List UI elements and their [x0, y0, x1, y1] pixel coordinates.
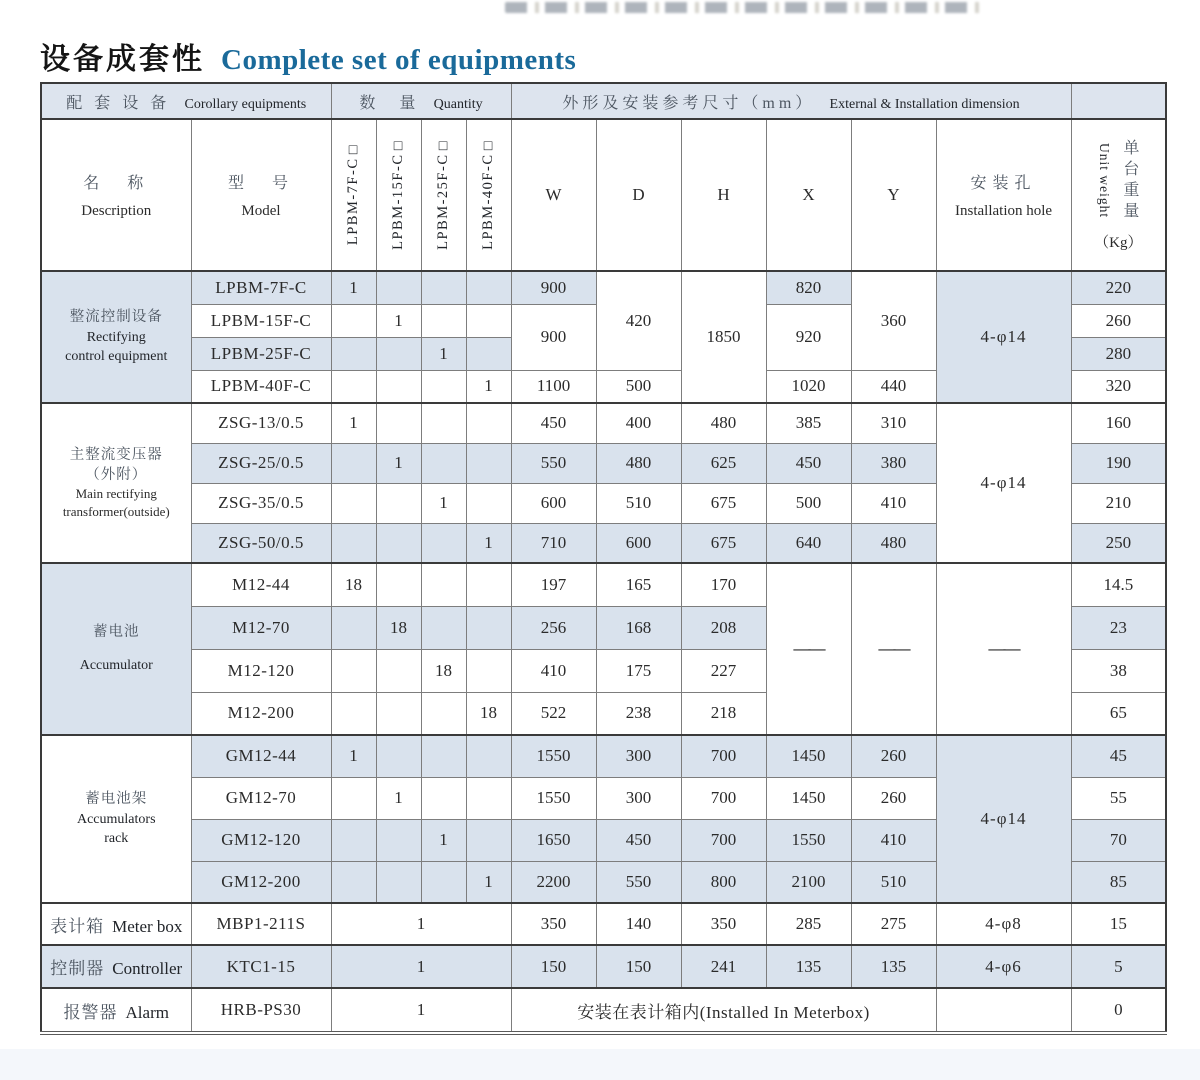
- qty-cell: 1: [331, 271, 376, 304]
- band-dimension: [511, 83, 1071, 119]
- dim-h-cell: 675: [681, 483, 766, 523]
- dim-w-cell: 900: [511, 304, 596, 370]
- weight-cell: 220: [1071, 271, 1166, 304]
- dim-x-cell: 385: [766, 403, 851, 443]
- header-unit-weight: [1071, 119, 1166, 271]
- dim-w-cell: 350: [511, 903, 596, 945]
- dim-y-cell: 275: [851, 903, 936, 945]
- qty-cell: [421, 403, 466, 443]
- dim-h-cell: 625: [681, 443, 766, 483]
- table-row: [41, 563, 1166, 606]
- weight-cell: 55: [1071, 777, 1166, 819]
- qty-cell: 18: [376, 606, 421, 649]
- dim-d-cell: 510: [596, 483, 681, 523]
- model-cell: GM12-44: [191, 735, 331, 777]
- page-title-zh: 设备成套性: [40, 43, 205, 76]
- dim-d-cell: 300: [596, 735, 681, 777]
- qty-cell: [376, 861, 421, 903]
- group-label-en: Accumulator: [79, 658, 153, 674]
- dim-d-cell: 140: [596, 903, 681, 945]
- dim-w-cell: 1100: [511, 370, 596, 403]
- qty-cell: [331, 337, 376, 370]
- header-qty-model: [466, 119, 511, 271]
- section-title: [40, 34, 576, 78]
- dim-w-cell: 150: [511, 945, 596, 988]
- group-label-zh: 主整流变压器: [69, 446, 163, 463]
- weight-cell: 320: [1071, 370, 1166, 403]
- qty-cell: [421, 777, 466, 819]
- weight-cell: 23: [1071, 606, 1166, 649]
- vertical-model-label: LPBM-25F-C□: [435, 135, 452, 250]
- model-cell: M12-200: [191, 692, 331, 735]
- header-hole-en: Installation hole: [955, 203, 1053, 219]
- band-quantity: [331, 83, 511, 119]
- header-weight-zh: 单台重量: [1120, 138, 1138, 223]
- group-label-en: transformer(outside): [62, 504, 170, 520]
- dim-x-cell: 640: [766, 523, 851, 563]
- model-cell: LPBM-40F-C: [191, 370, 331, 403]
- dim-d-cell: 500: [596, 370, 681, 403]
- dim-x-cell: 920: [766, 304, 851, 370]
- dim-x-cell: 135: [766, 945, 851, 988]
- dim-y-cell: 380: [851, 443, 936, 483]
- model-cell: M12-120: [191, 649, 331, 692]
- dim-x-cell: 500: [766, 483, 851, 523]
- model-cell: LPBM-15F-C: [191, 304, 331, 337]
- model-cell: LPBM-7F-C: [191, 271, 331, 304]
- dim-y-cell: 135: [851, 945, 936, 988]
- qty-cell: [331, 649, 376, 692]
- weight-cell: 38: [1071, 649, 1166, 692]
- dim-w-cell: 1550: [511, 777, 596, 819]
- group-label-en: Rectifying: [86, 329, 146, 345]
- group-label-zh: 整流控制设备: [69, 309, 163, 326]
- dim-h-cell: 241: [681, 945, 766, 988]
- hole-cell: ——: [936, 563, 1071, 735]
- model-cell: HRB-PS30: [191, 988, 331, 1033]
- dim-d-cell: 150: [596, 945, 681, 988]
- qty-cell: [376, 370, 421, 403]
- model-cell: M12-44: [191, 563, 331, 606]
- weight-cell: 160: [1071, 403, 1166, 443]
- dim-h-cell: 800: [681, 861, 766, 903]
- qty-cell: [376, 563, 421, 606]
- vertical-model-label: LPBM-40F-C□: [480, 135, 497, 250]
- qty-cell: [466, 777, 511, 819]
- band-dimension-zh: 外形及安装参考尺寸（mm）: [562, 94, 816, 112]
- qty-cell: [466, 337, 511, 370]
- dim-h-cell: 480: [681, 403, 766, 443]
- header-dim-d: D: [596, 119, 681, 271]
- dim-h-cell: 700: [681, 777, 766, 819]
- qty-cell: [421, 443, 466, 483]
- group-label: [41, 271, 191, 403]
- qty-cell: [421, 304, 466, 337]
- qty-cell: [331, 819, 376, 861]
- vertical-model-label: LPBM-7F-C□: [345, 139, 362, 246]
- header-model: [191, 119, 331, 271]
- dim-h-cell: 350: [681, 903, 766, 945]
- model-cell: KTC1-15: [191, 945, 331, 988]
- vertical-model-label: LPBM-15F-C□: [390, 135, 407, 250]
- qty-cell: [331, 777, 376, 819]
- dim-d-cell: 600: [596, 523, 681, 563]
- page-title-en: Complete set of equipments: [221, 44, 577, 76]
- dim-d-cell: 450: [596, 819, 681, 861]
- qty-cell: [466, 735, 511, 777]
- qty-cell: 1: [421, 819, 466, 861]
- band-empty-cell: [1071, 83, 1166, 119]
- qty-cell: 1: [331, 945, 511, 988]
- dim-x-cell: 820: [766, 271, 851, 304]
- qty-cell: 1: [376, 304, 421, 337]
- qty-cell: [331, 304, 376, 337]
- dim-w-cell: 550: [511, 443, 596, 483]
- dim-h-cell: 208: [681, 606, 766, 649]
- band-corollary-zh: 配 套 设 备: [66, 94, 171, 112]
- model-cell: ZSG-35/0.5: [191, 483, 331, 523]
- dim-w-cell: 450: [511, 403, 596, 443]
- cropped-top-text: [505, 2, 985, 13]
- dim-y-cell: 310: [851, 403, 936, 443]
- weight-cell: 15: [1071, 903, 1166, 945]
- qty-cell: 1: [376, 443, 421, 483]
- dim-d-cell: 165: [596, 563, 681, 606]
- qty-cell: 1: [376, 777, 421, 819]
- model-cell: GM12-200: [191, 861, 331, 903]
- qty-cell: [376, 819, 421, 861]
- dim-w-cell: 197: [511, 563, 596, 606]
- equipment-table: [40, 82, 1167, 1035]
- group-label-zh: 蓄电池: [93, 624, 140, 641]
- header-dim-x: X: [766, 119, 851, 271]
- qty-cell: [466, 606, 511, 649]
- header-model-en: Model: [241, 203, 281, 219]
- qty-cell: [466, 403, 511, 443]
- weight-cell: 85: [1071, 861, 1166, 903]
- qty-cell: [421, 523, 466, 563]
- dim-x-cell: 1020: [766, 370, 851, 403]
- hole-cell: 4-φ14: [936, 271, 1071, 403]
- item-name-en: Controller: [112, 959, 183, 978]
- item-name-zh: 报警器: [63, 1002, 118, 1022]
- qty-cell: [466, 819, 511, 861]
- model-cell: LPBM-25F-C: [191, 337, 331, 370]
- table-row: [41, 403, 1166, 443]
- item-name-zh: 控制器: [50, 959, 105, 978]
- dim-x-cell: 450: [766, 443, 851, 483]
- qty-cell: 1: [331, 735, 376, 777]
- dim-d-cell: 168: [596, 606, 681, 649]
- header-hole-zh: 安装孔: [970, 175, 1037, 192]
- header-dim-y: Y: [851, 119, 936, 271]
- dim-d-cell: 480: [596, 443, 681, 483]
- dim-h-cell: 700: [681, 735, 766, 777]
- header-weight-unit: （Kg）: [1094, 234, 1143, 251]
- dim-h-cell: 170: [681, 563, 766, 606]
- qty-cell: [376, 271, 421, 304]
- installed-note: 安装在表计箱内(Installed In Meterbox): [511, 988, 936, 1033]
- qty-cell: [466, 483, 511, 523]
- qty-cell: 1: [331, 988, 511, 1033]
- qty-cell: 18: [421, 649, 466, 692]
- model-cell: ZSG-50/0.5: [191, 523, 331, 563]
- qty-cell: 18: [466, 692, 511, 735]
- hole-cell: [936, 988, 1071, 1033]
- qty-cell: [376, 692, 421, 735]
- qty-cell: [331, 370, 376, 403]
- qty-cell: [466, 649, 511, 692]
- dim-w-cell: 2200: [511, 861, 596, 903]
- weight-cell: 65: [1071, 692, 1166, 735]
- weight-cell: 250: [1071, 523, 1166, 563]
- header-qty-model: [376, 119, 421, 271]
- weight-cell: 190: [1071, 443, 1166, 483]
- item-name: [41, 903, 191, 945]
- dim-w-cell: 410: [511, 649, 596, 692]
- weight-cell: 5: [1071, 945, 1166, 988]
- qty-cell: 1: [421, 337, 466, 370]
- band-dimension-en: External & Installation dimension: [829, 96, 1020, 112]
- qty-cell: 1: [331, 403, 376, 443]
- table-row: [41, 903, 1166, 945]
- qty-cell: [421, 861, 466, 903]
- model-cell: GM12-70: [191, 777, 331, 819]
- group-label-en: Main rectifying: [75, 486, 157, 502]
- group-label-zh: （外附）: [85, 466, 148, 483]
- dim-y-cell: 510: [851, 861, 936, 903]
- dim-x-cell: ——: [766, 563, 851, 735]
- hole-cell: 4-φ14: [936, 403, 1071, 563]
- dim-h-cell: 218: [681, 692, 766, 735]
- band-quantity-en: Quantity: [433, 96, 483, 112]
- qty-cell: [421, 606, 466, 649]
- qty-cell: 1: [466, 523, 511, 563]
- dim-h-cell: 700: [681, 819, 766, 861]
- dim-d-cell: 550: [596, 861, 681, 903]
- dim-w-cell: 900: [511, 271, 596, 304]
- dim-y-cell: 410: [851, 483, 936, 523]
- dim-x-cell: 2100: [766, 861, 851, 903]
- dim-d-cell: 420: [596, 271, 681, 370]
- header-qty-model: [421, 119, 466, 271]
- band-corollary: [41, 83, 331, 119]
- qty-cell: [421, 692, 466, 735]
- dim-x-cell: 285: [766, 903, 851, 945]
- group-label-en: control equipment: [65, 349, 168, 365]
- qty-cell: 1: [421, 483, 466, 523]
- weight-cell: 260: [1071, 304, 1166, 337]
- table-header-row: [41, 119, 1166, 271]
- dim-d-cell: 400: [596, 403, 681, 443]
- model-cell: GM12-120: [191, 819, 331, 861]
- dim-y-cell: 410: [851, 819, 936, 861]
- dim-w-cell: 522: [511, 692, 596, 735]
- dim-y-cell: ——: [851, 563, 936, 735]
- qty-cell: [331, 861, 376, 903]
- unit-weight-header: [1072, 139, 1166, 252]
- qty-cell: [466, 443, 511, 483]
- qty-cell: [376, 483, 421, 523]
- dim-y-cell: 360: [851, 271, 936, 370]
- qty-cell: [466, 304, 511, 337]
- dim-y-cell: 260: [851, 735, 936, 777]
- header-dim-w: W: [511, 119, 596, 271]
- header-qty-model: [331, 119, 376, 271]
- dim-w-cell: 1650: [511, 819, 596, 861]
- qty-cell: [376, 337, 421, 370]
- header-model-zh: 型 号: [227, 175, 294, 192]
- group-label-zh: 蓄电池架: [85, 791, 148, 808]
- header-description-zh: 名 称: [83, 175, 150, 192]
- header-installation-hole: [936, 119, 1071, 271]
- qty-cell: 1: [466, 861, 511, 903]
- qty-cell: [421, 370, 466, 403]
- unit-weight-vertical: [1096, 139, 1141, 223]
- weight-cell: 70: [1071, 819, 1166, 861]
- model-cell: M12-70: [191, 606, 331, 649]
- hole-cell: 4-φ6: [936, 945, 1071, 988]
- table-row: [41, 988, 1166, 1033]
- weight-cell: 14.5: [1071, 563, 1166, 606]
- weight-cell: 0: [1071, 988, 1166, 1033]
- bottom-page-band: [0, 1049, 1200, 1080]
- item-name: [41, 945, 191, 988]
- qty-cell: [376, 649, 421, 692]
- dim-y-cell: 440: [851, 370, 936, 403]
- weight-cell: 280: [1071, 337, 1166, 370]
- qty-cell: [331, 443, 376, 483]
- header-description-en: Description: [81, 203, 152, 219]
- qty-cell: [376, 523, 421, 563]
- dim-x-cell: 1450: [766, 777, 851, 819]
- group-label: [41, 403, 191, 563]
- qty-cell: [421, 563, 466, 606]
- qty-cell: 18: [331, 563, 376, 606]
- qty-cell: [466, 563, 511, 606]
- dim-y-cell: 260: [851, 777, 936, 819]
- dim-y-cell: 480: [851, 523, 936, 563]
- header-weight-en: Unit weight: [1096, 142, 1112, 219]
- model-cell: ZSG-13/0.5: [191, 403, 331, 443]
- group-label: [41, 563, 191, 735]
- qty-cell: [331, 606, 376, 649]
- dim-w-cell: 1550: [511, 735, 596, 777]
- table-row: [41, 945, 1166, 988]
- band-quantity-zh: 数 量: [359, 94, 420, 112]
- item-name-en: Alarm: [125, 1002, 169, 1022]
- qty-cell: [331, 523, 376, 563]
- qty-cell: [376, 403, 421, 443]
- weight-cell: 45: [1071, 735, 1166, 777]
- dim-h-cell: 675: [681, 523, 766, 563]
- item-name-en: Meter box: [112, 916, 183, 936]
- model-cell: MBP1-211S: [191, 903, 331, 945]
- dim-d-cell: 300: [596, 777, 681, 819]
- qty-cell: 1: [331, 903, 511, 945]
- table-row: [41, 271, 1166, 304]
- dim-x-cell: 1550: [766, 819, 851, 861]
- dim-h-cell: 1850: [681, 271, 766, 403]
- dim-w-cell: 256: [511, 606, 596, 649]
- qty-cell: [421, 271, 466, 304]
- group-label-en: Accumulators: [76, 811, 156, 827]
- weight-cell: 210: [1071, 483, 1166, 523]
- dim-h-cell: 227: [681, 649, 766, 692]
- dim-d-cell: 238: [596, 692, 681, 735]
- qty-cell: [376, 735, 421, 777]
- header-description: [41, 119, 191, 271]
- band-corollary-en: Corollary equipments: [184, 96, 307, 112]
- dim-w-cell: 710: [511, 523, 596, 563]
- dim-d-cell: 175: [596, 649, 681, 692]
- qty-cell: [421, 735, 466, 777]
- item-name: [41, 988, 191, 1033]
- hole-cell: 4-φ14: [936, 735, 1071, 903]
- qty-cell: 1: [466, 370, 511, 403]
- table-row: [41, 735, 1166, 777]
- group-label-en: rack: [104, 831, 129, 847]
- dim-x-cell: 1450: [766, 735, 851, 777]
- hole-cell: 4-φ8: [936, 903, 1071, 945]
- item-name-zh: 表计箱: [50, 916, 105, 936]
- header-dim-h: H: [681, 119, 766, 271]
- qty-cell: [331, 483, 376, 523]
- qty-cell: [466, 271, 511, 304]
- table-band-row: [41, 83, 1166, 119]
- dim-w-cell: 600: [511, 483, 596, 523]
- group-label: [41, 735, 191, 903]
- qty-cell: [331, 692, 376, 735]
- model-cell: ZSG-25/0.5: [191, 443, 331, 483]
